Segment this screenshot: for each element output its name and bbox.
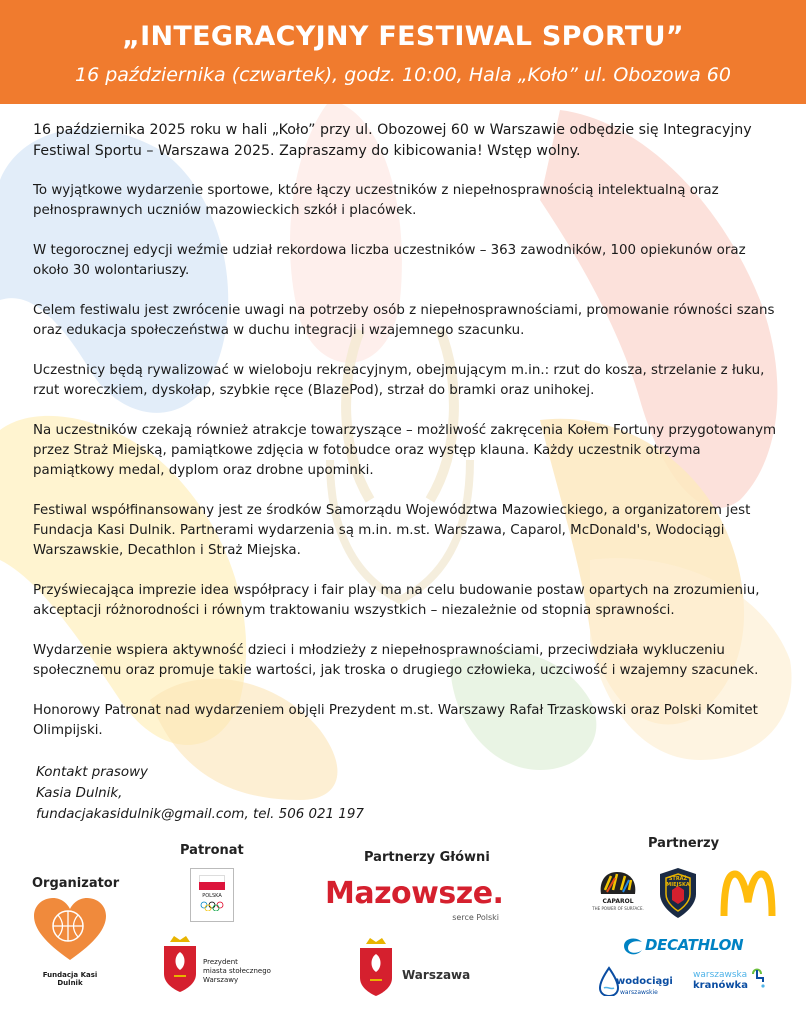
patronage-label: Patronat	[180, 843, 244, 858]
president-line-2: miasta stołecznego	[203, 967, 271, 975]
decathlon-wordmark: DECATHLON	[645, 936, 744, 954]
straz-line-1: STRAŻ	[668, 876, 688, 882]
mazowsze-logo	[325, 877, 505, 927]
mazowsze-wordmark: Mazowsze.	[325, 876, 504, 911]
warszawa-crest-icon	[356, 936, 396, 998]
header-banner	[0, 0, 806, 104]
paragraph: Wydarzenie wspiera aktywność dzieci i młodzieży z niepełnosprawnościami, przeciwdziała wykluczeniu społecznemu oraz promuje takie wartości, jak troska o drugiego człowieka, uczciwość i wzajemny szacunek.	[33, 643, 759, 678]
decathlon-logo	[622, 934, 746, 958]
wodociagi-tagline: warszawskie	[620, 989, 658, 996]
tap-icon	[751, 966, 765, 990]
straz-line-2: MIEJSKA	[666, 882, 690, 888]
wodociagi-logo	[598, 966, 673, 1002]
decathlon-swirl-icon	[622, 936, 644, 956]
straz-miejska-logo	[656, 866, 700, 920]
president-caption	[203, 958, 271, 985]
paragraph: W tegorocznej edycji weźmie udział rekordowa liczba uczestników – 363 zawodników, 100 opiekunów oraz około 30 wolontariuszy.	[33, 243, 746, 278]
paragraph: Na uczestników czekają również atrakcje towarzyszące – możliwość zakręcenia Kołem Fortuny przygotowanym przez Straż Miejską, pamiątkowe zdjęcia w fotobudce oraz występ klauna. Każdy uczestnik otrzyma pamiątkowy medal, dyplom oraz drobne upominki.	[33, 423, 777, 478]
event-subtitle: 16 października (czwartek), godz. 10:00, Hala „Koło” ul. Obozowa 60	[75, 64, 731, 86]
caparol-tagline: THE POWER OF SURFACE.	[592, 906, 644, 911]
heart-icon	[34, 898, 106, 962]
warszawa-caption: Warszawa	[402, 968, 471, 982]
fundacja-logo	[34, 898, 106, 987]
contact-name: Kasia Dulnik,	[36, 786, 123, 801]
mcdonalds-logo	[720, 870, 776, 918]
wodociagi-wordmark: wodociągi	[616, 976, 673, 987]
organizer-label: Organizator	[32, 876, 120, 891]
paragraph: 16 października 2025 roku w hali „Koło” przy ul. Obozowej 60 w Warszawie odbędzie się Integracyjny Festiwal Sportu – Warszawa 2025. Zapraszamy do kibicowania! Wstęp wolny.	[33, 122, 752, 159]
paragraph: Uczestnicy będą rywalizować w wieloboju rekreacyjnym, obejmującym m.in.: rzut do kosza, strzelanie z łuku, rzut woreczkiem, dyskołap, szybkie ręce (BlazePod), strzał do bramki oraz unihokej.	[33, 363, 765, 398]
president-line-3: Warszawy	[203, 976, 239, 984]
elephant-icon	[597, 870, 639, 896]
contact-details: fundacjakasidulnik@gmail.com, tel. 506 021 197	[36, 807, 364, 822]
president-line-1: Prezydent	[203, 958, 238, 966]
event-title: „INTEGRACYJNY FESTIWAL SPORTU”	[122, 21, 684, 52]
polska-caption: POLSKA	[202, 893, 222, 899]
kranowka-line-2: kranówka	[693, 980, 748, 991]
paragraph: Przyświecająca imprezie idea współpracy i fair play ma na celu budowanie postaw opartych na zrozumieniu, akceptacji różnorodności i równym traktowaniu wszystkich – niezależnie od stopnia sprawności.	[33, 583, 760, 618]
paragraph: Festiwal współfinansowany jest ze środków Samorządu Województwa Mazowieckiego, a organizatorem jest Fundacja Kasi Dulnik. Partnerami wydarzenia są m.in. m.st. Warszawa, Caparol, McDonald's, Wodociągi Warszawskie, Decathlon i Straż Miejska.	[33, 503, 751, 558]
article-body	[33, 120, 778, 761]
paragraph: Honorowy Patronat nad wydarzeniem objęli Prezydent m.st. Warszawy Rafał Trzaskowski oraz Polski Komitet Olimpijski.	[33, 703, 758, 738]
caparol-logo	[590, 870, 646, 920]
partners-label: Partnerzy	[648, 836, 720, 851]
caparol-wordmark: CAPAROL	[602, 898, 634, 905]
paragraph: Celem festiwalu jest zwrócenie uwagi na potrzeby osób z niepełnosprawnościami, promowanie równości szans oraz edukacja społeczeństwa w duchu integracji i wzajemnego szacunku.	[33, 303, 775, 338]
kranowka-logo	[693, 970, 773, 1006]
mazowsze-tagline: serce Polski	[452, 913, 499, 922]
fundacja-caption: Fundacja Kasi Dulnik	[42, 971, 98, 987]
paragraph: To wyjątkowe wydarzenie sportowe, które łączy uczestników z niepełnosprawnością intelektualną oraz pełnosprawnych uczniów mazowieckich szkół i placówek.	[33, 183, 719, 218]
straz-caption	[656, 876, 700, 888]
polska-olympic-logo	[190, 868, 234, 922]
press-contact	[36, 762, 364, 825]
warsaw-crest-icon	[160, 934, 200, 994]
main-partners-label: Partnerzy Główni	[364, 850, 490, 865]
kranowka-line-1: warszawska	[693, 970, 748, 980]
contact-label: Kontakt prasowy	[36, 765, 148, 780]
olympic-rings-icon	[200, 901, 224, 911]
